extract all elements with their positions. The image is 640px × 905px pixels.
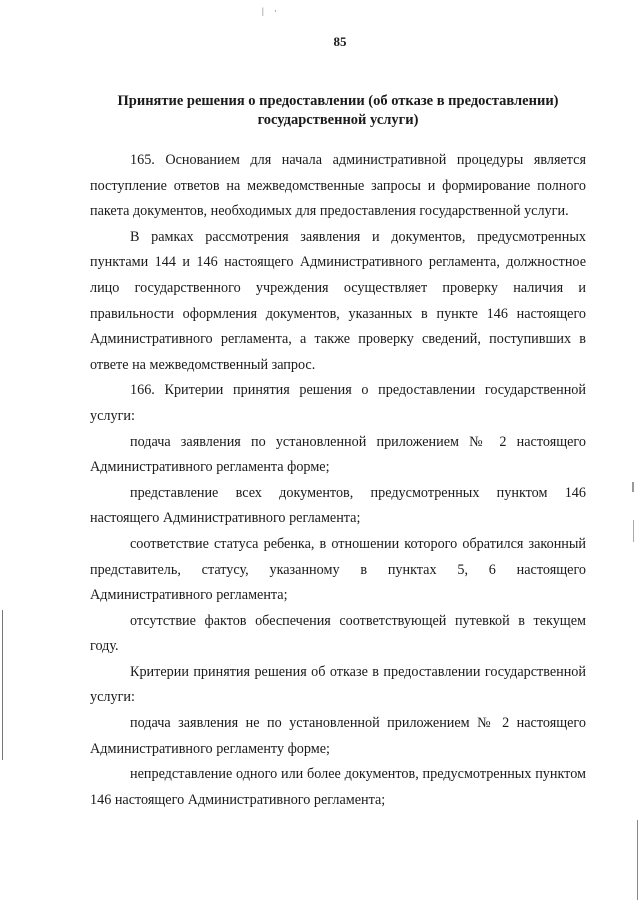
refusal-criterion-form: подача заявления не по установленной приложением № 2 настоящего Административного регламенту форме;: [90, 715, 586, 757]
refusal-criterion-documents: непредставление одного или более документов, предусмотренных пунктом 146 настоящего Административного регламента;: [90, 766, 586, 808]
paragraph-review-documents: В рамках рассмотрения заявления и документов, предусмотренных пунктами 144 и 146 настоящего Административного регламента, должностное лицо государственного учреждения осуществляет проверку наличия и правильности оформления документов, указанных в пункте 146 настоящего Административного регламента, а также проверку сведений, поступивших в ответе на межведомственный запрос.: [90, 228, 586, 373]
criterion-child-status: соответствие статуса ребенка, в отношении которого обратился законный представитель, статусу, указанному в пунктах 5, 6 настоящего Административного регламента;: [90, 535, 586, 604]
section-heading-line-1: Принятие решения о предоставлении (об отказе в предоставлении): [117, 93, 559, 109]
section-heading: [90, 92, 586, 130]
scan-edge-mark-right: [633, 520, 634, 542]
scan-edge-mark-right: [637, 820, 638, 900]
scan-edge-mark-left: [2, 610, 3, 760]
paragraph-refusal-criteria: Критерии принятия решения об отказе в предоставлении государственной услуги:: [90, 663, 586, 706]
criterion-no-voucher: отсутствие фактов обеспечения соответствующей путевкой в текущем году.: [90, 612, 586, 655]
criterion-application-form: подача заявления по установленной приложением № 2 настоящего Административного регламента форме;: [90, 433, 586, 476]
scan-header-mark: | ·: [262, 6, 282, 16]
document-body: [90, 148, 586, 813]
scan-edge-mark-right: [632, 482, 634, 492]
paragraph-165: 165. Основанием для начала административной процедуры является поступление ответов на межведомственные запросы и формирование полного пакета документов, необходимых для предоставления государственной услуги.: [90, 152, 586, 220]
criterion-all-documents: представление всех документов, предусмотренных пунктом 146 настоящего Административного регламента;: [90, 484, 586, 527]
page-number: 85: [333, 34, 347, 49]
paragraph-166: 166. Критерии принятия решения о предоставлении государственной услуги:: [90, 382, 586, 424]
section-heading-line-2: государственной услуги): [257, 112, 419, 128]
